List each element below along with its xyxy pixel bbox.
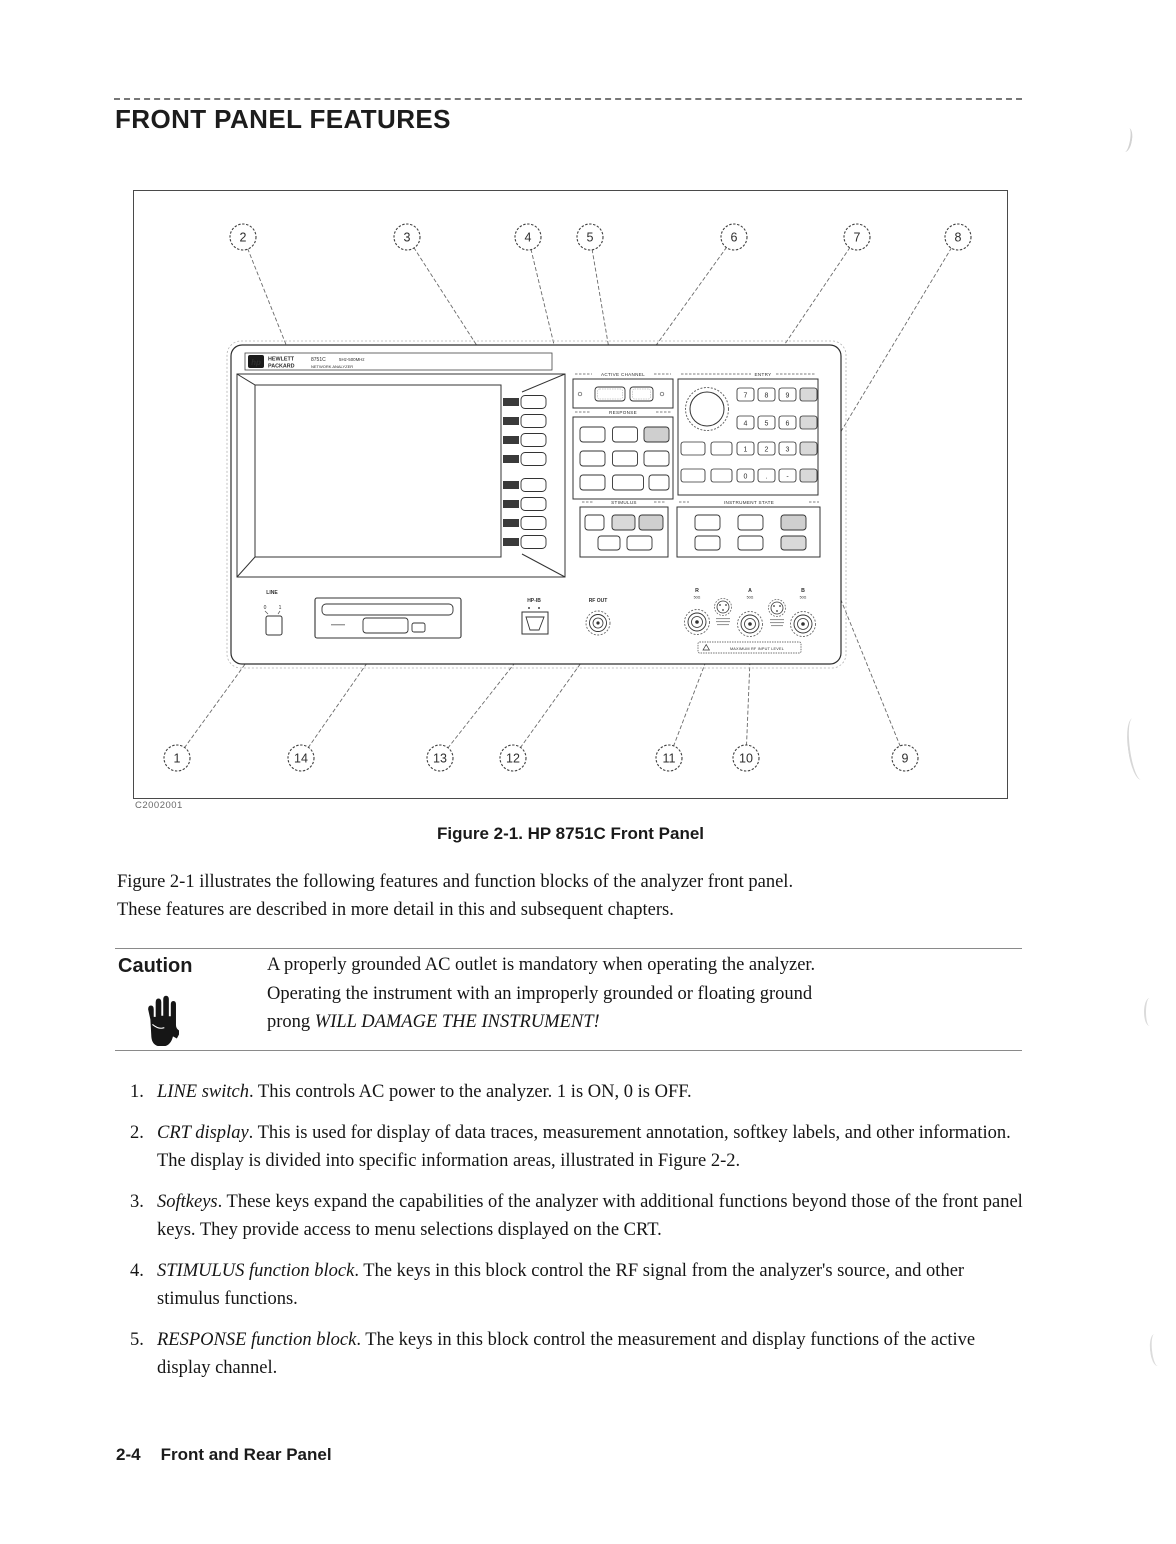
entry-label: ENTRY (754, 372, 772, 377)
scan-artifact (1148, 1333, 1163, 1366)
caution-line-3: prong WILL DAMAGE THE INSTRUMENT! (267, 1012, 600, 1032)
page-title: FRONT PANEL FEATURES (115, 104, 451, 134)
keypad-key-7: 7 (743, 392, 748, 400)
feature-item-3: 3. Softkeys. These keys expand the capabilities of the analyzer with additional functions beyond those of the front panel keys. They provide access to menu selections displayed on the CRT. (130, 1192, 1023, 1240)
feature-item-1: 1. LINE switch. This controls AC power to the analyzer. 1 is ON, 0 is OFF. (130, 1082, 692, 1102)
input-a-impedance: 50Ω (746, 595, 754, 600)
input-b-impedance: 50Ω (799, 595, 807, 600)
active-channel-label: ACTIVE CHANNEL (600, 372, 646, 377)
intro-paragraph (117, 868, 1027, 924)
callout-1: 1 (173, 751, 181, 766)
caution-text (267, 951, 1027, 1037)
callout-6: 6 (730, 230, 738, 245)
title-rule (114, 98, 1022, 100)
footer-page-number: 2-4 (116, 1445, 141, 1464)
response-label: RESPONSE (609, 410, 637, 415)
keypad-key-8: 8 (764, 392, 769, 400)
hp-logo-text: hp (251, 358, 261, 367)
callout-14: 14 (294, 751, 308, 766)
keypad-key-4: 4 (743, 420, 748, 428)
input-r-impedance: 50Ω (693, 595, 701, 600)
callout-3: 3 (403, 230, 411, 245)
keypad-key-0: 0 (743, 473, 748, 481)
page-footer (116, 1445, 332, 1465)
caution-rule-bottom (115, 1050, 1022, 1051)
feature-item-4: 4. STIMULUS function block. The keys in this block control the RF signal from the analyzer's source, and other stimulus functions. (130, 1261, 965, 1309)
line-on-label: 1 (278, 605, 282, 611)
footer-title: Front and Rear Panel (160, 1445, 332, 1464)
front-panel-diagram (133, 190, 1008, 804)
intro-line-2: These features are described in more detail in this and subsequent chapters. (117, 900, 674, 920)
scan-artifact (1124, 717, 1150, 781)
line-label: LINE (266, 590, 278, 596)
feature-item-5: 5. RESPONSE function block. The keys in this block control the measurement and display functions of the active display channel. (130, 1330, 976, 1378)
figure-2-1 (133, 190, 1008, 811)
callout-4: 4 (524, 230, 532, 245)
keypad-key-6: 6 (785, 420, 790, 428)
feature-item-2: 2. CRT display. This is used for display of data traces, measurement annotation, softkey labels, and other information. The display is divided into specific information areas, illustrated in Figure 2-2. (130, 1123, 1011, 1171)
instrument-state-label: INSTRUMENT STATE (723, 500, 775, 505)
keypad-key-dot: . (765, 473, 768, 481)
intro-line-1: Figure 2-1 illustrates the following features and function blocks of the analyzer front panel. (117, 872, 794, 892)
keypad-key-5: 5 (764, 420, 769, 428)
frequency-range: 5Hz-500MHz (339, 357, 365, 362)
keypad-key-3: 3 (785, 446, 790, 454)
keypad-key-9: 9 (785, 392, 790, 400)
callout-2: 2 (239, 230, 247, 245)
brand-strip (245, 353, 552, 370)
callout-9: 9 (901, 751, 909, 766)
input-a-label: A (748, 588, 752, 594)
input-b-label: B (801, 588, 805, 594)
callout-5: 5 (586, 230, 594, 245)
stimulus-label: STIMULUS (611, 500, 637, 505)
scan-artifact (1144, 998, 1155, 1026)
callout-10: 10 (739, 751, 753, 766)
brand-line2: PACKARD (268, 363, 295, 370)
caution-hand-icon (141, 992, 179, 1046)
figure-caption: Figure 2-1. HP 8751C Front Panel (436, 824, 705, 843)
input-r-label: R (695, 588, 699, 594)
callout-8: 8 (954, 230, 962, 245)
callout-11: 11 (662, 751, 676, 766)
caution-line-1: A properly grounded AC outlet is mandatory when operating the analyzer. (267, 955, 816, 975)
brand-line1: HEWLETT (268, 356, 295, 363)
scan-artifact (1120, 127, 1134, 152)
caution-rule-top (115, 948, 1022, 949)
caution-emphasis: WILL DAMAGE THE INSTRUMENT! (314, 1012, 600, 1032)
warning-text: MAXIMUM RF INPUT LEVEL (729, 647, 785, 651)
hpib-label: HP-IB (527, 598, 541, 604)
instrument-type: NETWORK ANALYZER (311, 364, 354, 369)
feature-list (130, 1078, 1025, 1395)
rf-out-label: RF OUT (588, 598, 608, 604)
callout-12: 12 (506, 751, 520, 766)
line-off-label: 0 (263, 605, 267, 611)
callout-7: 7 (853, 230, 861, 245)
keypad-key-2: 2 (764, 446, 769, 454)
figure-photo-code: C2002001 (135, 800, 183, 811)
keypad-key-1: 1 (743, 446, 748, 454)
model-number: 8751C (311, 357, 326, 363)
callout-13: 13 (433, 751, 447, 766)
caution-line-2: Operating the instrument with an improperly grounded or floating ground (267, 983, 813, 1004)
caution-label: Caution (118, 955, 193, 977)
keypad-key-minus: - (786, 473, 789, 481)
